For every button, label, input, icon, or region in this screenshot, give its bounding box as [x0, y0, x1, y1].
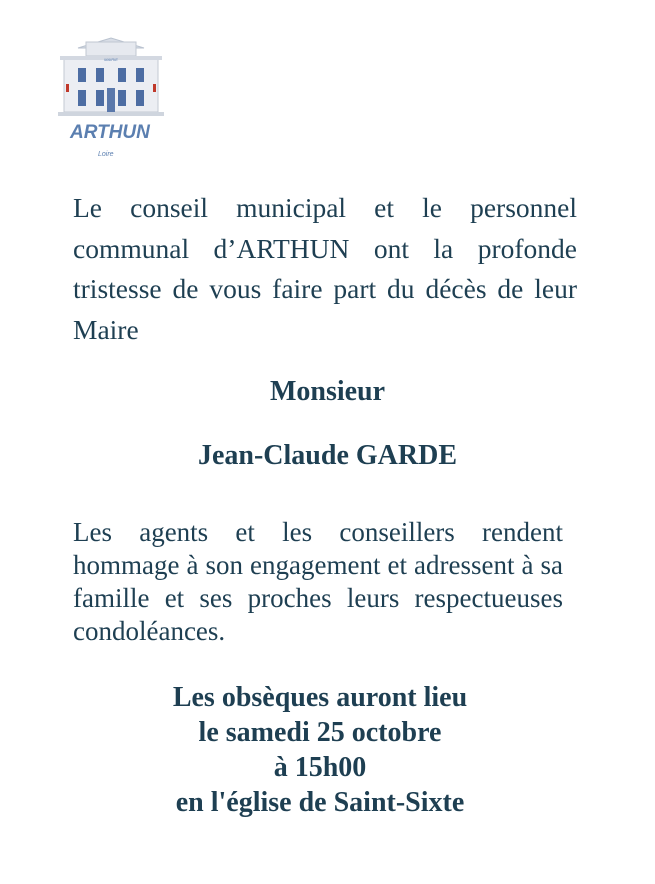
- intro-paragraph: Le conseil municipal et le personnel communal d’ARTHUN ont la profonde tristesse de vous faire part du décès de leur Maire: [73, 192, 577, 345]
- funeral-line-2: le samedi 25 octobre: [198, 717, 442, 748]
- mairie-sign: MAIRIE: [104, 57, 118, 62]
- funeral-line-1: Les obsèques auront lieu: [172, 682, 468, 713]
- funeral-details: [0, 680, 640, 820]
- town-hall-icon: [58, 38, 164, 116]
- tribute-paragraph: Les agents et les conseillers rendent hommage à son engagement et adressent à sa famille et ses proches leurs respectueuses condoléances.: [73, 517, 563, 646]
- logo-region: Loire: [98, 151, 114, 158]
- funeral-line-3: à 15h00: [273, 752, 367, 783]
- deceased-name: Jean-Claude GARDE: [197, 440, 457, 471]
- town-hall-logo: [56, 30, 166, 160]
- honorific: Monsieur: [269, 376, 386, 407]
- logo-town-name: ARTHUN: [70, 122, 150, 143]
- funeral-line-4: en l'église de Saint-Sixte: [175, 787, 465, 818]
